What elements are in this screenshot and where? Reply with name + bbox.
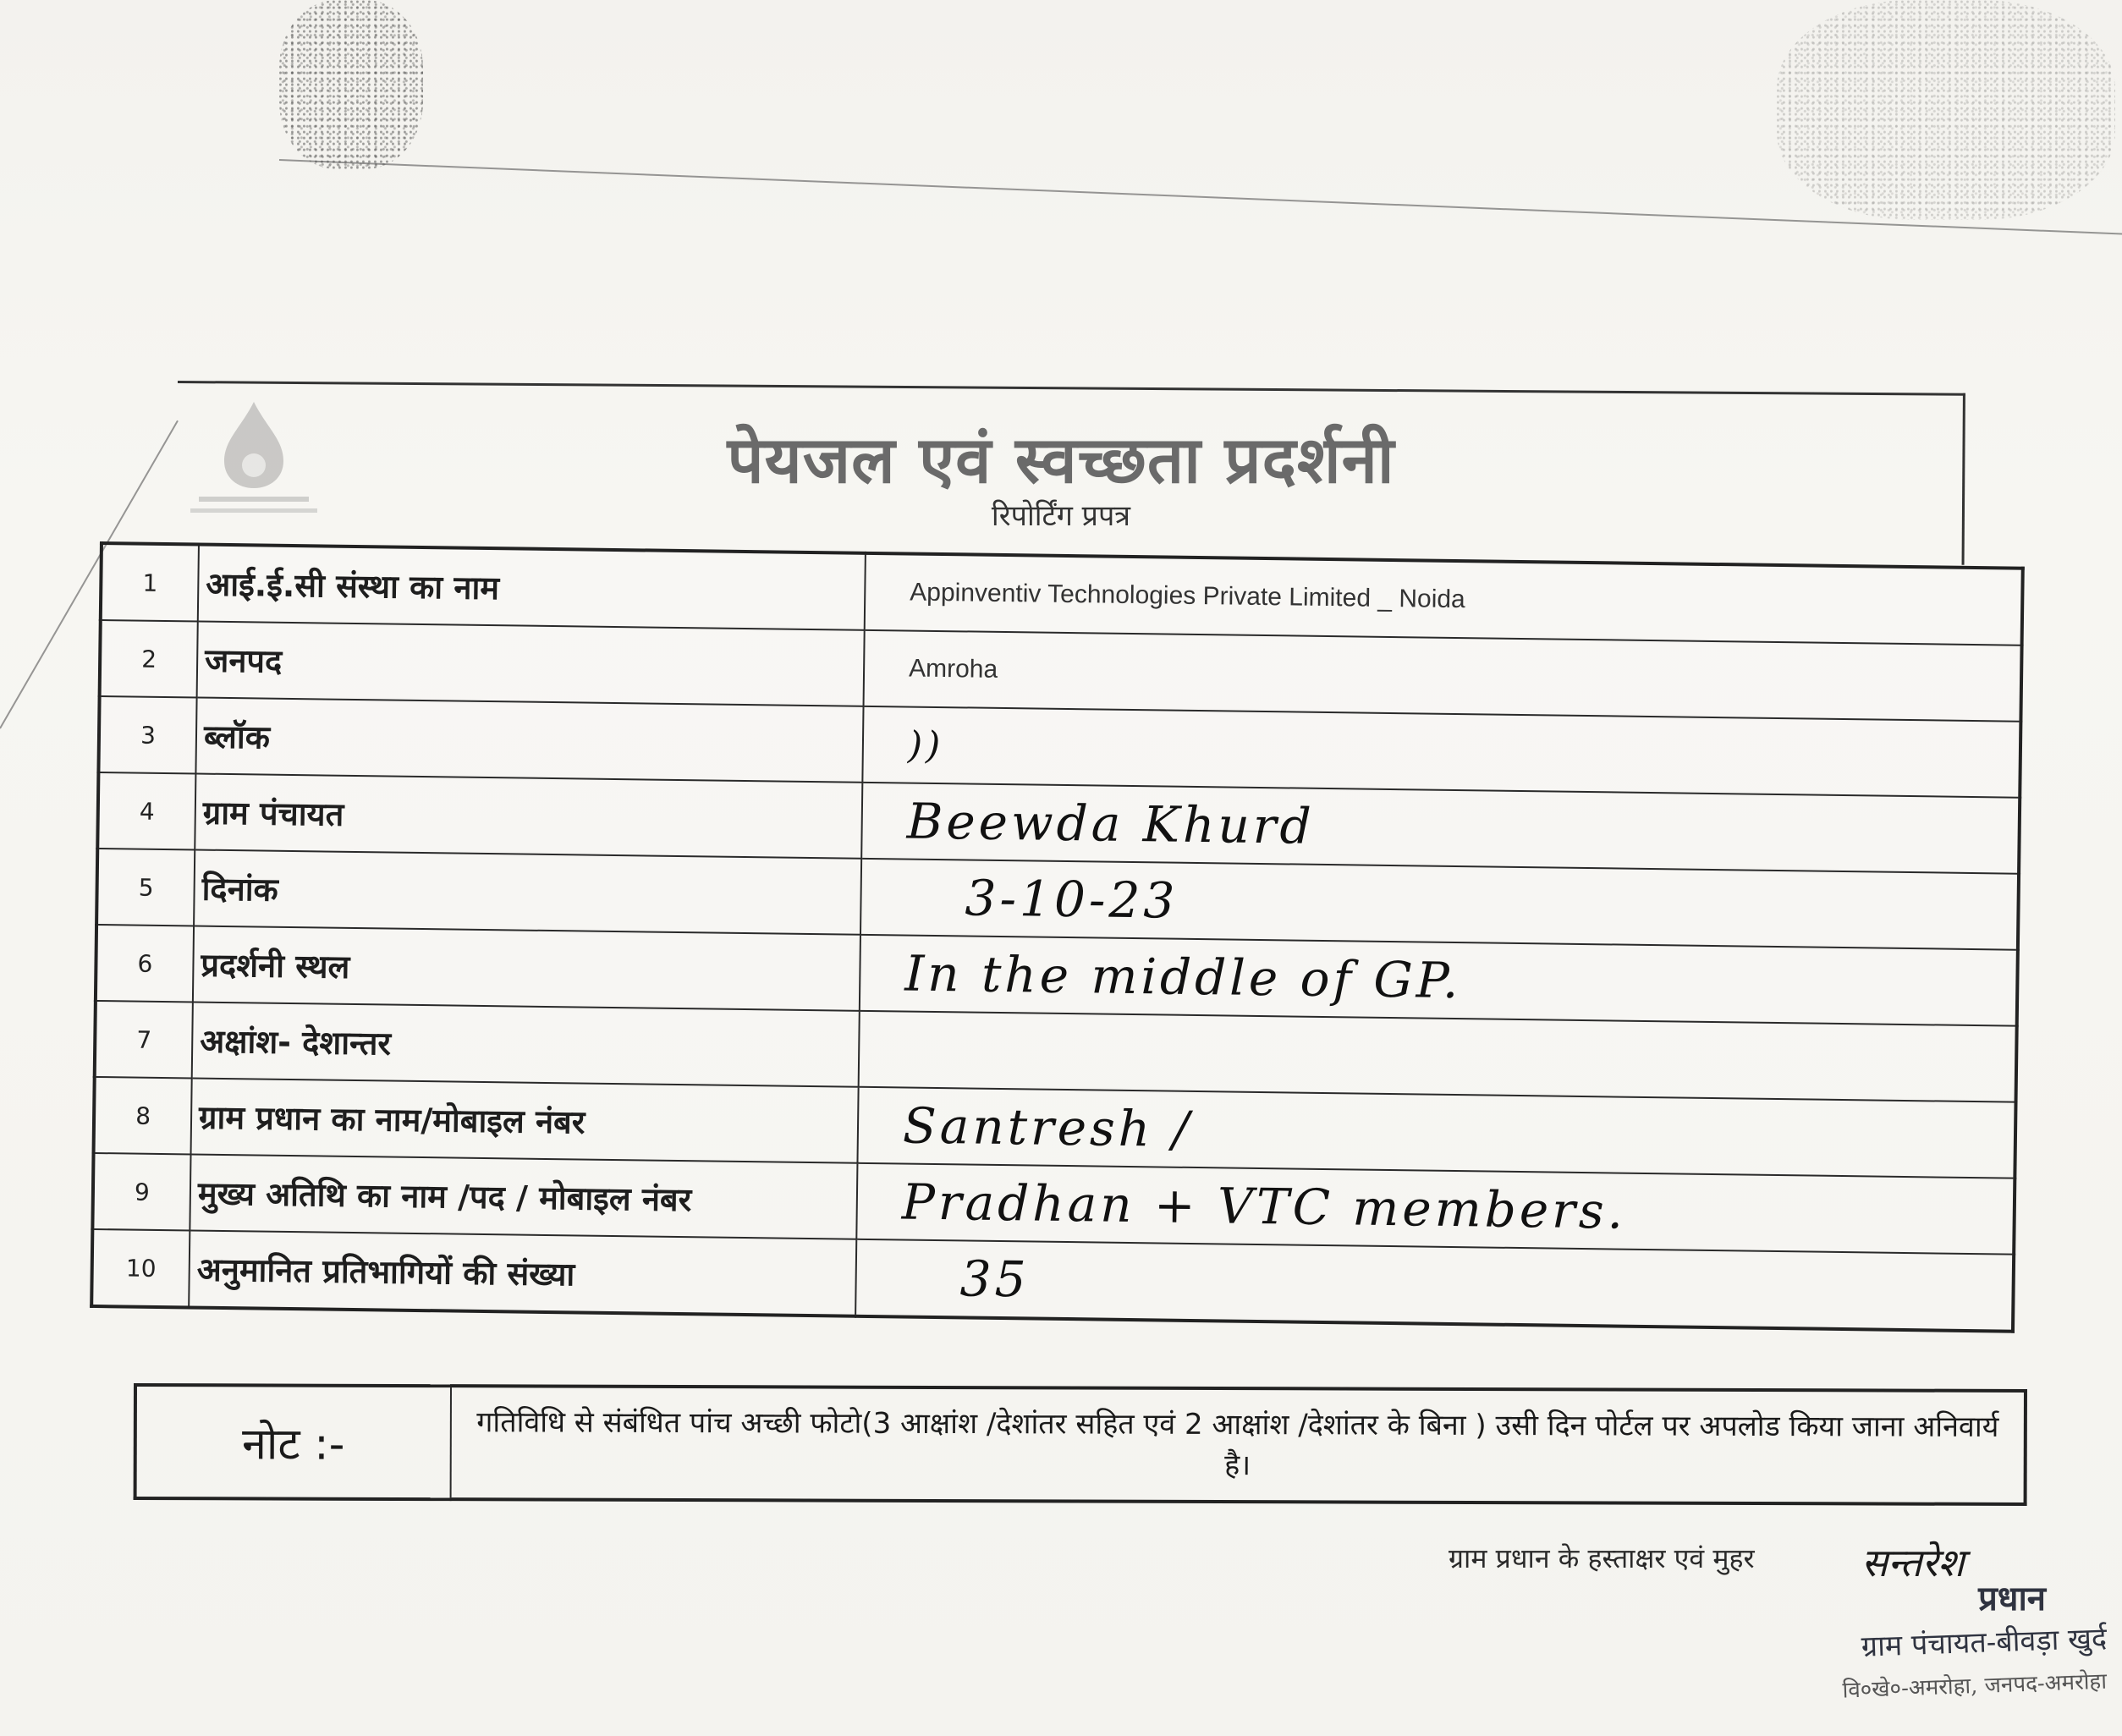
field-value <box>855 1239 2014 1332</box>
signature-label: ग्राम प्रधान के हस्ताक्षर एवं मुहर <box>1449 1542 1755 1574</box>
row-number: 10 <box>91 1229 190 1307</box>
venue-value: In the middle of GP. <box>904 944 1462 1010</box>
row-number: 7 <box>95 1001 193 1078</box>
paper-shadow-right <box>1777 0 2115 220</box>
reporting-form-table <box>90 541 2025 1333</box>
note-text: गतिविधि से संबंधित पांच अच्छी फोटो(3 आक्षांश /देशांतर सहित एवं 2 आक्षांश /देशांतर के बिना ) उसी दिन पोर्टल पर अपलोड किया जाना अनिवार्य है। <box>451 1386 2026 1504</box>
row-number: 4 <box>97 772 195 849</box>
field-label: ग्राम प्रधान का नाम/मोबाइल नंबर <box>191 1078 859 1162</box>
participant-count-value: 35 <box>959 1250 1030 1309</box>
pradhan-name-value: Santresh / <box>902 1096 1193 1158</box>
field-label: दिनांक <box>194 850 861 935</box>
field-label: ग्राम पंचायत <box>195 774 862 859</box>
row-number: 3 <box>98 696 196 773</box>
field-label: मुख्य अतिथि का नाम /पद / मोबाइल नंबर <box>190 1154 857 1239</box>
page-title: पेयजल एवं स्वच्छता प्रदर्शनी <box>727 422 1395 497</box>
field-label: ब्लॉक <box>195 698 863 783</box>
gram-panchayat-value: Beewda Khurd <box>906 792 1316 855</box>
field-label: अनुमानित प्रतिभागियों की संख्या <box>189 1230 856 1316</box>
stamp-district: वि०खे०-अमरोहा, जनपद-अमरोहा <box>1842 1668 2108 1704</box>
field-value <box>865 553 2023 646</box>
block-value: )) <box>907 723 944 767</box>
district-value: Amroha <box>908 654 998 684</box>
pradhan-signature: सन्तरेश <box>1861 1540 1965 1585</box>
row-number: 8 <box>94 1077 192 1154</box>
iec-organization-value: Appinventiv Technologies Private Limited _ Noida <box>910 578 1465 614</box>
pradhan-stamp <box>1751 1574 2108 1704</box>
field-label: प्रदर्शनी स्थल <box>193 926 860 1010</box>
row-number: 9 <box>92 1153 190 1230</box>
chief-guest-value: Pradhan + VTC members. <box>901 1173 1627 1240</box>
paper-shadow-left <box>279 0 423 169</box>
stamp-title: प्रधान <box>1978 1579 2046 1618</box>
stamp-panchayat: ग्राम पंचायत-बीवड़ा खुर्द <box>1861 1621 2108 1664</box>
field-label: आई.ई.सी संस्था का नाम <box>198 545 866 630</box>
date-value: 3-10-23 <box>965 869 1179 930</box>
field-label: जनपद <box>197 622 865 706</box>
row-number: 6 <box>96 925 194 1002</box>
note-box <box>134 1383 2027 1506</box>
row-number: 5 <box>96 849 195 926</box>
page-subtitle: रिपोर्टिंग प्रपत्र <box>991 499 1131 533</box>
row-number: 2 <box>100 620 198 697</box>
row-number: 1 <box>101 543 199 621</box>
field-label: अक्षांश- देशान्तर <box>192 1002 860 1086</box>
note-label: नोट :- <box>135 1385 451 1499</box>
